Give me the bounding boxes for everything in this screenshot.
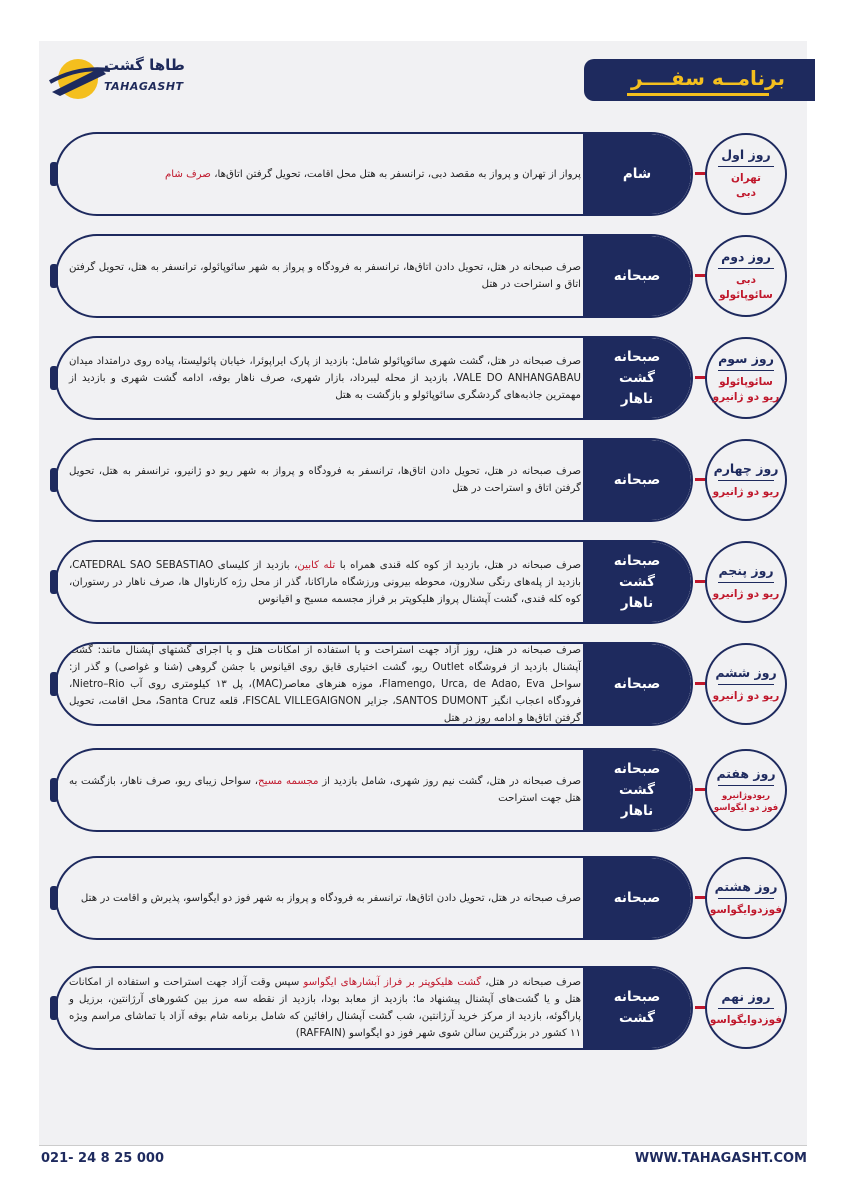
day-description-text — [69, 773, 581, 807]
badge-divider — [718, 166, 774, 167]
meal-panel — [583, 644, 691, 724]
description-text: صرف صبحانه در هتل، بازدید از کوه کله قندی همراه با — [335, 559, 582, 571]
day-city: ریو دو ژانیرو — [712, 587, 780, 600]
day-row — [55, 966, 795, 1052]
day-city: دبی سائوپائولو — [719, 274, 773, 301]
day-name: روز سوم — [718, 351, 774, 366]
meal-label: صبحانه — [613, 267, 661, 284]
day-badge — [705, 541, 787, 623]
meal-label: صبحانه گشت ناهار — [613, 348, 661, 407]
description-text: ، بازدید از کلیسای CATEDRAL SAO SEBASTIAO، بازدید از پله‌های رنگی سلارون، محوطه بیرونی ورزشگاه ماراکانا، گذر از محل رژه کارناوال ها، صرف ناهار در رستوران، کوه کله قندی، گشت آپشنال پرواز هلیکوپتر بر فراز مجسمه مسیح و اقیانوس — [69, 559, 581, 605]
day-row — [55, 234, 795, 320]
card-tab — [50, 162, 58, 186]
meal-label: صبحانه — [613, 889, 661, 906]
day-row — [55, 336, 795, 422]
day-row — [55, 132, 795, 218]
day-row — [55, 438, 795, 524]
day-row — [55, 642, 795, 728]
badge-divider — [718, 370, 774, 371]
meal-panel — [583, 858, 691, 938]
day-badge — [705, 749, 787, 831]
title-underline — [627, 93, 769, 96]
day-card — [55, 856, 693, 940]
description-text: صرف صبحانه در هتل، تحویل دادن اتاق‌ها، ترانسفر به فرودگاه و پرواز به شهر سائوپائولو، ترانسفر به هتل، تحویل گرفتن اتاق و استراحت در هتل — [69, 262, 581, 290]
description-text: صرف صبحانه در هتل، روز آزاد جهت استراحت و یا استفاده از امکانات هتل و یا اجرای گشتهای آپشنال مانند: گشت آپشنال بازدید از فروشگاه Outlet ریو، گشت اختیاری قایق روی اقیانوس با جشن گروهی (شنا و غواصی) و گذر از: سواحل Flamengo, Urca, de Adao, Eva، موزه هنرهای معاصر(MAC)، پل ۱۳ کیلومتری روی آب Nietro–Rio، فرودگاه اعجاب انگیز SANTOS DUMONT، جزایر FISCAL VILLEGAIGNON، قلعه Santa Cruz، محل اقامت، تحویل گرفتن اتاق‌ها و ادامه روز در هتل — [69, 644, 582, 724]
badge-divider — [718, 582, 774, 583]
day-badge — [705, 337, 787, 419]
highlight-text: تله کابین — [297, 559, 336, 571]
footer-divider — [39, 1145, 807, 1146]
day-name: روز دوم — [721, 249, 771, 264]
day-description — [69, 440, 581, 520]
card-tab — [50, 366, 58, 390]
day-badge — [705, 133, 787, 215]
day-description — [69, 968, 581, 1048]
logo-name-en: TAHAGASHT — [104, 80, 184, 93]
meal-panel — [583, 440, 691, 520]
day-city: ریو دو ژانیرو — [712, 485, 780, 498]
day-badge — [705, 439, 787, 521]
day-card — [55, 540, 693, 624]
highlight-text: مجسمه مسیح — [258, 776, 319, 787]
description-text: صرف صبحانه در هتل، گشت شهری سائوپائولو شامل: بازدید از پارک ایراپوئرا، خیابان پائولیستا، پیاده روی درامتداد میدان VALE DO ANHANGABAU، بازدید از محله لیبرداد، بازار شهری، صرف ناهار بوفه، ادامه گشت شهری و بازدید از مهمترین جاذبه‌های گردشگری سائوپائولو و بازگشت به هتل — [69, 355, 581, 401]
day-row — [55, 540, 795, 626]
badge-divider — [718, 1008, 774, 1009]
badge-divider — [718, 785, 774, 786]
meal-label: صبحانه — [613, 675, 661, 692]
description-text: صرف صبحانه در هتل، تحویل دادن اتاق‌ها، ترانسفر به فرودگاه و پرواز به شهر فوز دو ایگواسو، پذیرش و اقامت در هتل — [80, 892, 581, 904]
day-badge — [705, 235, 787, 317]
day-description-text — [69, 259, 581, 293]
day-badge — [705, 857, 787, 939]
day-description-text — [69, 463, 581, 497]
page-title: برنامــه سفــــر — [631, 66, 785, 90]
day-description — [69, 542, 581, 622]
meal-label: صبحانه گشت ناهار — [613, 552, 661, 611]
day-description-text — [69, 166, 581, 183]
meal-panel — [583, 236, 691, 316]
day-badge — [705, 643, 787, 725]
day-card — [55, 642, 693, 726]
day-description — [69, 858, 581, 938]
description-text: صرف صبحانه در هتل، تحویل دادن اتاق‌ها، ترانسفر به فرودگاه و پرواز به شهر ریو دو ژانیرو، ترانسفر به هتل، تحویل گرفتن اتاق و استراحت در هتل — [69, 466, 581, 494]
day-card — [55, 748, 693, 832]
day-city: ریودوژانیرو فوز دو ایگواسو — [713, 791, 779, 813]
day-row — [55, 856, 795, 942]
day-name: روز هشتم — [714, 878, 778, 894]
card-tab — [50, 886, 58, 910]
day-name: روز چهارم — [713, 460, 779, 476]
day-description — [69, 338, 581, 418]
badge-divider — [718, 684, 774, 685]
day-description — [69, 644, 581, 724]
card-tab — [50, 996, 58, 1020]
day-name: روز هفتم — [716, 766, 776, 781]
day-description — [69, 750, 581, 830]
day-card — [55, 966, 693, 1050]
day-city: سائوپائولو ریو دو ژانیرو — [712, 376, 780, 403]
card-tab — [50, 672, 58, 696]
day-row — [55, 748, 795, 834]
meal-label: صبحانه — [613, 471, 661, 488]
day-description-text — [69, 890, 581, 907]
day-card — [55, 132, 693, 216]
day-badge — [705, 967, 787, 1049]
day-city: تهران دبی — [731, 172, 761, 199]
description-text: صرف صبحانه در هتل، گشت نیم روز شهری، شامل بازدید از — [318, 776, 581, 787]
day-description-text — [69, 557, 581, 608]
meal-panel — [583, 750, 691, 830]
card-tab — [50, 264, 58, 288]
description-text: سپس وقت آزاد جهت استراحت و استفاده از امکانات هتل و یا گشت‌های آپشنال پیشنهاد ما: بازدید از معابد بودا، بازدید از نقطه سه مرز بین کشورهای آرژانتین، برزیل و پاراگوئه، بازدید از مرکز خرید آرژانتین، شب گشت آپشنال رافائین که شامل برنامه شام بوفه آزاد با تماشای مراسم ویژه ۱۱ کشور در بزرگترین سالن شوی شهر فوز دو ایگواسو (RAFFAIN) — [69, 977, 581, 1039]
card-tab — [50, 778, 58, 802]
logo-name-fa: طاها گشت — [104, 56, 185, 74]
meal-panel — [583, 542, 691, 622]
day-card — [55, 438, 693, 522]
footer-phone: 021- 24 8 25 000 — [41, 1151, 164, 1166]
day-description-text — [69, 974, 581, 1042]
meal-label: صبحانه گشت ناهار — [613, 760, 661, 819]
day-name: روز اول — [721, 147, 771, 162]
day-card — [55, 336, 693, 420]
day-name: روز پنجم — [718, 562, 774, 578]
meal-panel — [583, 338, 691, 418]
card-tab — [50, 468, 58, 492]
day-description-text — [69, 353, 581, 404]
meal-label: شام — [622, 165, 652, 182]
badge-divider — [718, 268, 774, 269]
description-text: صرف صبحانه در هتل، — [481, 977, 581, 988]
card-tab — [50, 570, 58, 594]
day-name: روز ششم — [715, 664, 777, 680]
meal-panel — [583, 134, 691, 214]
day-city: فوزدوایگواسو — [709, 903, 783, 916]
day-name: روز نهم — [721, 988, 771, 1004]
day-description — [69, 134, 581, 214]
day-city: ریو دو ژانیرو — [712, 689, 780, 702]
highlight-text: گشت هلیکوپتر بر فراز آبشارهای ایگواسو — [303, 977, 482, 988]
badge-divider — [718, 898, 774, 899]
meal-label: صبحانه گشت — [613, 989, 661, 1026]
day-description — [69, 236, 581, 316]
description-text: ، سواحل زیبای ریو، صرف ناهار، بازگشت به هتل جهت استراحت — [69, 776, 581, 804]
highlight-text: صرف شام — [164, 168, 211, 180]
footer-website: WWW.TAHAGASHT.COM — [634, 1151, 807, 1166]
day-city: فوزدوایگواسو — [709, 1013, 783, 1026]
badge-divider — [718, 480, 774, 481]
day-description-text — [69, 642, 581, 726]
description-text: پرواز از تهران و پرواز به مقصد دبی، ترانسفر به هتل محل اقامت، تحویل گرفتن اتاق‌ها، — [210, 168, 581, 180]
meal-panel — [583, 968, 691, 1048]
day-card — [55, 234, 693, 318]
